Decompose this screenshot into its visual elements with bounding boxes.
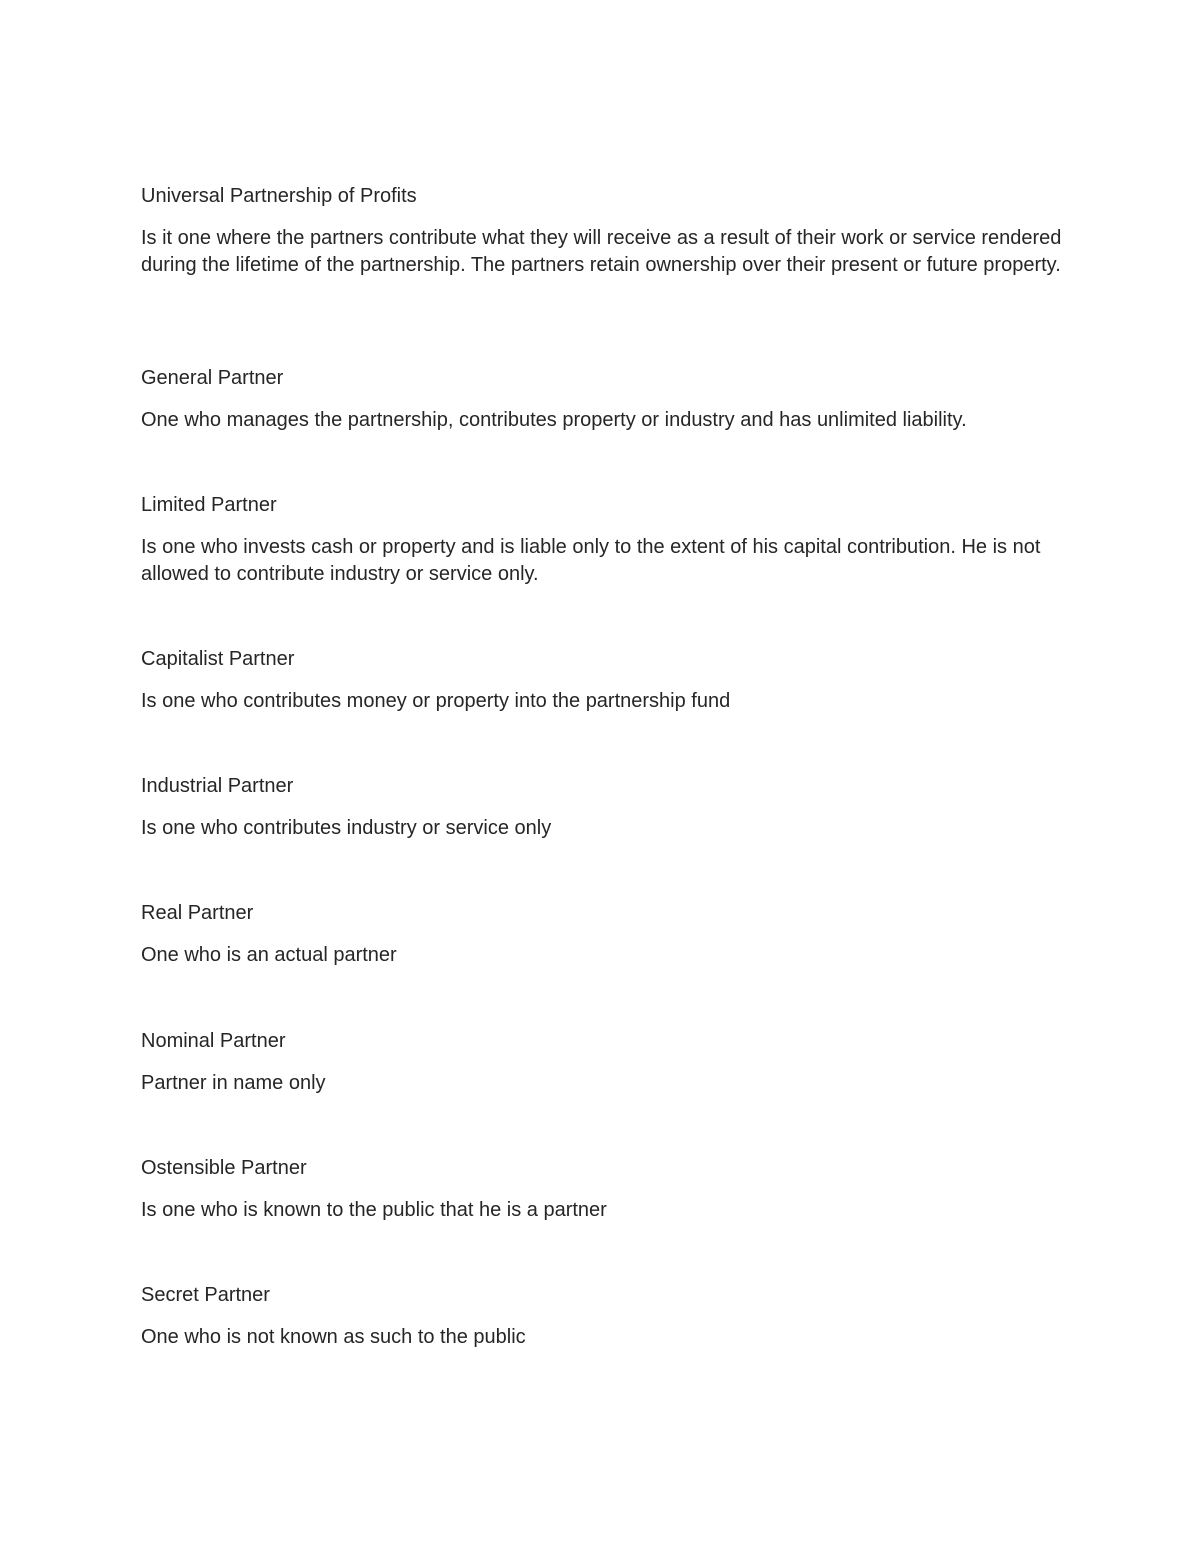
term-heading: Capitalist Partner xyxy=(141,648,295,670)
term-heading: General Partner xyxy=(141,367,284,389)
entry-industrial-partner xyxy=(141,773,1071,842)
term-definition: One who manages the partnership, contributes property or industry and has unlimited liability. xyxy=(141,409,967,431)
entry-universal-partnership xyxy=(141,183,1071,279)
entry-nominal-partner xyxy=(141,1028,1071,1097)
term-definition: Is one who contributes money or property into the partnership fund xyxy=(141,690,731,712)
entry-general-partner xyxy=(141,365,1071,434)
term-heading: Industrial Partner xyxy=(141,775,294,797)
entry-capitalist-partner xyxy=(141,646,1071,715)
term-definition: One who is an actual partner xyxy=(141,944,397,966)
term-definition: Is one who contributes industry or service only xyxy=(141,817,552,839)
entry-ostensible-partner xyxy=(141,1155,1071,1224)
entry-secret-partner xyxy=(141,1282,1071,1351)
term-definition: One who is not known as such to the public xyxy=(141,1326,526,1348)
term-heading: Secret Partner xyxy=(141,1284,270,1306)
term-heading: Universal Partnership of Profits xyxy=(141,185,417,207)
term-heading: Ostensible Partner xyxy=(141,1157,307,1179)
term-definition: Partner in name only xyxy=(141,1072,326,1094)
entry-limited-partner xyxy=(141,492,1071,588)
term-heading: Nominal Partner xyxy=(141,1030,286,1052)
term-heading: Real Partner xyxy=(141,902,254,924)
term-definition: Is it one where the partners contribute what they will receive as a result of their work or service rendered during the lifetime of the partnership. The partners retain ownership over their present or future property. xyxy=(141,227,1062,276)
entry-real-partner xyxy=(141,900,1071,969)
term-heading: Limited Partner xyxy=(141,494,277,516)
term-definition: Is one who is known to the public that he is a partner xyxy=(141,1199,607,1221)
term-definition: Is one who invests cash or property and is liable only to the extent of his capital contribution. He is not allowed to contribute industry or service only. xyxy=(141,536,1041,585)
